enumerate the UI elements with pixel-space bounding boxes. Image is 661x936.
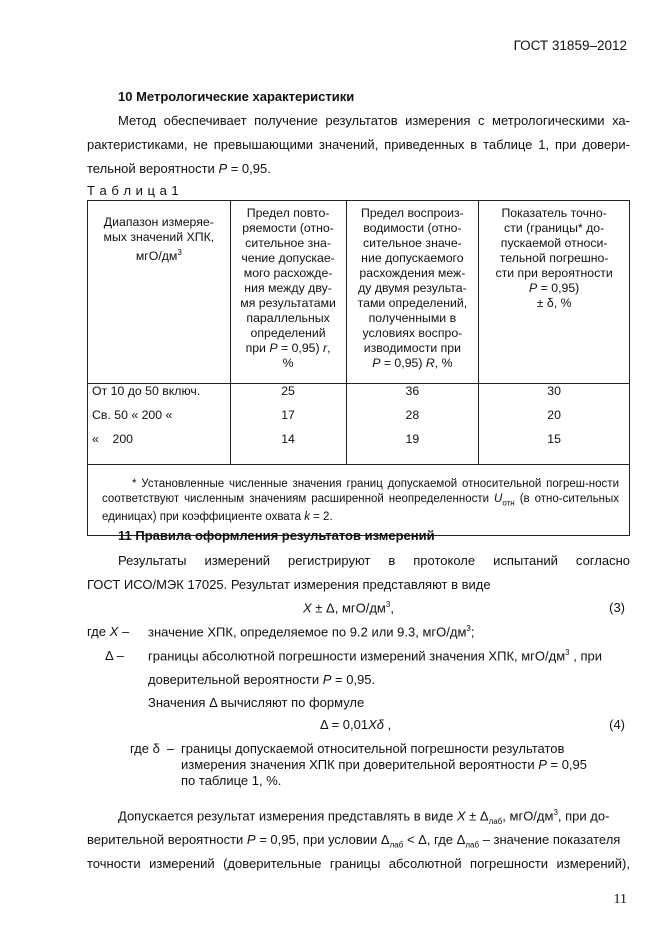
cell-range: « 200 <box>88 432 231 465</box>
table-row <box>88 408 630 432</box>
cell-R: 19 <box>346 432 479 465</box>
formula-4-number: (4) <box>609 717 625 732</box>
header-reproducibility: Предел воспроиз- водимости (отно- сительное значе- ние допускаемого расхождения меж- ду двумя результа- тами определений, полученными в условиях воспро- изводимости при P = 0,95) R, % <box>346 201 479 384</box>
where-delta-line-2: доверительной вероятности P = 0,95. <box>148 672 376 687</box>
where-delta2-text: границы допускаемой относительной погрешности результатов измерения значения ХПК при доверительной вероятности P = 0,95 по таблице 1, %. <box>181 741 587 788</box>
cell-R: 36 <box>346 384 479 409</box>
table-header-row <box>88 201 630 384</box>
where-delta2-label: где δ – <box>130 741 178 756</box>
where-delta-label: Δ – <box>105 648 124 663</box>
formula-3-number: (3) <box>609 600 625 615</box>
section-11-p2-line-2: верительной вероятности P = 0,95, при условии $\Delta_{лаб} < \Delta$, где $\Delta_{лаб}$ – значение показателя <box>87 832 621 850</box>
table-footnote: * Установленные численные значения границ допускаемой относительной погреш-ности соответствуют численным значениям расширенной неопределенности $U_{отн}$ (в отно-сительных единицах) при коэффициенте охвата k = 2. <box>88 465 630 536</box>
cell-range: От 10 до 50 включ. <box>88 384 231 409</box>
table-row <box>88 432 630 465</box>
cell-R: 28 <box>346 408 479 432</box>
section-10-line-2: рактеристиками, не превышающими значений, приведенных в таблице 1, при довери- <box>87 137 630 152</box>
table-row <box>88 384 630 409</box>
cell-r: 14 <box>230 432 346 465</box>
cell-delta: 20 <box>479 408 630 432</box>
cell-delta: 15 <box>479 432 630 465</box>
table-caption: Т а б л и ц а 1 <box>87 183 180 198</box>
where-x-label: где X – <box>87 624 130 639</box>
section-11-p2-line-3: точности измерений (доверительные границы абсолютной погрешности измерений), <box>87 856 630 871</box>
section-10-line-3: тельной вероятности P = 0,95. <box>87 161 271 176</box>
section-11-p2-line-1: Допускается результат измерения представлять в виде $X \pm \Delta_{лаб}$, мгО/$дм^3$, при до- <box>118 808 610 826</box>
where-x-text: значение ХПК, определяемое по 9.2 или 9.3, мгО/$дм^3$; <box>148 624 475 640</box>
values-line: Значения Δ вычисляют по формуле <box>148 695 365 710</box>
metrology-table <box>87 200 630 536</box>
standard-header: ГОСТ 31859–2012 <box>513 38 627 53</box>
cell-r: 25 <box>230 384 346 409</box>
where-delta-text: границы абсолютной погрешности измерений значения ХПК, мгО/$дм^3$ , при <box>148 648 602 664</box>
section-11-p1-line-2: ГОСТ ИСО/МЭК 17025. Результат измерения представляют в виде <box>87 577 491 592</box>
section-11-p1-line-1: Результаты измерений регистрируют в протоколе испытаний согласно <box>118 553 630 568</box>
section-10-line-1: Метод обеспечивает получение результатов измерения с метрологическими ха- <box>118 113 630 128</box>
header-repeatability: Предел повто- ряемости (отно- сительное зна- чение допускае- мого расхожде- ния между дву- мя результатами параллельных определений при P = 0,95) r, % <box>230 201 346 384</box>
formula-4: Δ = 0,01Xδ , <box>320 717 392 732</box>
cell-delta: 30 <box>479 384 630 409</box>
section-11-title: 11 Правила оформления результатов измерений <box>118 528 435 543</box>
cell-range: Св. 50 « 200 « <box>88 408 231 432</box>
header-accuracy: Показатель точно- сти (границы* до- пускаемой относи- тельной погрешно- сти при вероятности P = 0,95) ± δ, % <box>479 201 630 384</box>
table-footnote-row <box>88 465 630 536</box>
cell-r: 17 <box>230 408 346 432</box>
header-range: Диапазон измеряе- мых значений ХПК, мгО/$дм^3$ <box>88 201 231 384</box>
section-10-title: 10 Метрологические характеристики <box>118 89 355 104</box>
page-number: 11 <box>613 892 627 907</box>
formula-3: X ± Δ, мгО/$дм^3$, <box>303 600 394 616</box>
